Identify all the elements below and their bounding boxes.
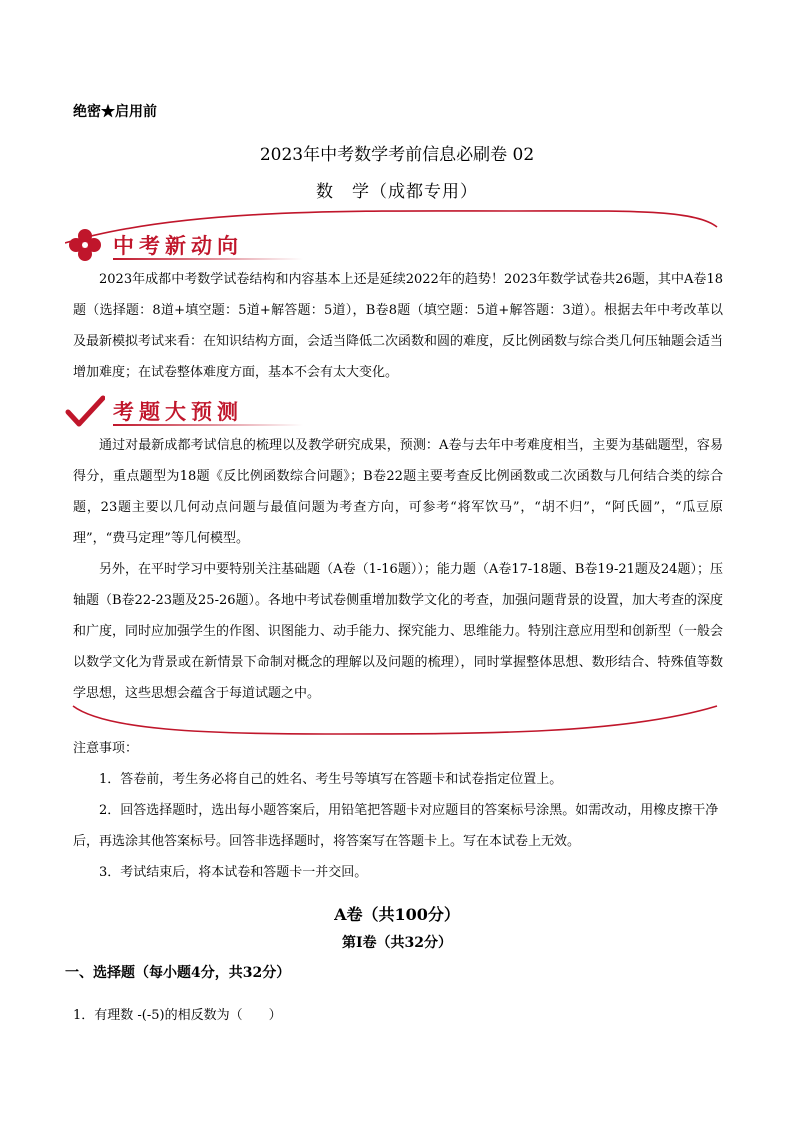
notes-block <box>73 733 723 888</box>
question-1: 1．有理数 -(-5)的相反数为（ ） <box>73 1008 282 1023</box>
trends-paragraphs <box>73 264 723 388</box>
notes-item: 2．回答选择题时，选出每小题答案后，用铅笔把答题卡对应题目的答案标号涂黑。如需改动，用橡皮擦干净后，再选涂其他答案标号。回答非选择题时，将答案写在答题卡上。写在本试卷上无效。 <box>73 803 719 849</box>
predictions-paragraph: 另外，在平时学习中要特别关注基础题（A卷（1-16题））；能力题（A卷17-18题、B卷19-21题及24题）；压轴题（B卷22-23题及25-26题）。各地中考试卷侧重增加数学文化的考查，加强问题背景的设置，加大考查的深度和广度，同时应加强学生的作图、识图能力、动手能力、探究能力、思维能力。特别注意应用型和创新型（一般会以数学文化为背景或在新情景下命制对概念的理解以及问题的梳理），同时掌握整体思想、数形结合、特殊值等数学思想，这些思想会蕴含于每道试题之中。 <box>73 562 724 701</box>
question-type-heading: 一、选择题（每小题4分，共32分） <box>65 965 291 981</box>
trends-paragraph: 2023年成都中考数学试卷结构和内容基本上还是延续2022年的趋势！2023年数学试卷共26题，其中A卷18题（选择题：8道+填空题：5道+解答题：5道），B卷8题（填空题：5道+解答题：3道）。根据去年中考改革以及最新模拟考试来看：在知识结构方面，会适当降低二次函数和圆的难度，反比例函数与综合类几何压轴题会适当增加难度；在试卷整体难度方面，基本不会有太大变化。 <box>73 272 724 380</box>
confidential-label: 绝密★启用前 <box>73 104 157 120</box>
notes-heading: 注意事项： <box>73 741 139 756</box>
notes-item: 3．考试结束后，将本试卷和答题卡一并交回。 <box>99 865 368 880</box>
notes-item: 1．答卷前，考生务必将自己的姓名、考生号等填写在答题卡和试卷指定位置上。 <box>99 772 563 787</box>
checkmark-icon <box>65 394 105 430</box>
exam-subtitle: 数 学（成都专用） <box>316 182 478 202</box>
clover-icon <box>67 228 103 262</box>
section-heading-text: 中考新动向 <box>113 234 243 258</box>
part-a-heading: A卷（共100分） <box>334 905 460 924</box>
predictions-paragraphs <box>73 430 723 709</box>
section-underline <box>113 424 303 426</box>
section-underline <box>113 258 303 260</box>
section-heading-text: 考题大预测 <box>113 400 243 424</box>
predictions-paragraph: 通过对最新成都考试信息的梳理以及教学研究成果，预测：A卷与去年中考难度相当，主要为基础题型，容易得分，重点题型为18题《反比例函数综合问题》；B卷22题主要考查反比例函数或二次函数与几何结合类的综合题，23题主要以几何动点问题与最值问题为考查方向，可参考“将军饮马”，“胡不归”，“阿氏圆”，“瓜豆原理”，“费马定理”等几何模型。 <box>73 438 723 546</box>
exam-title: 2023年中考数学考前信息必刷卷 02 <box>259 145 535 165</box>
volume-heading: 第I卷（共32分） <box>341 935 453 951</box>
